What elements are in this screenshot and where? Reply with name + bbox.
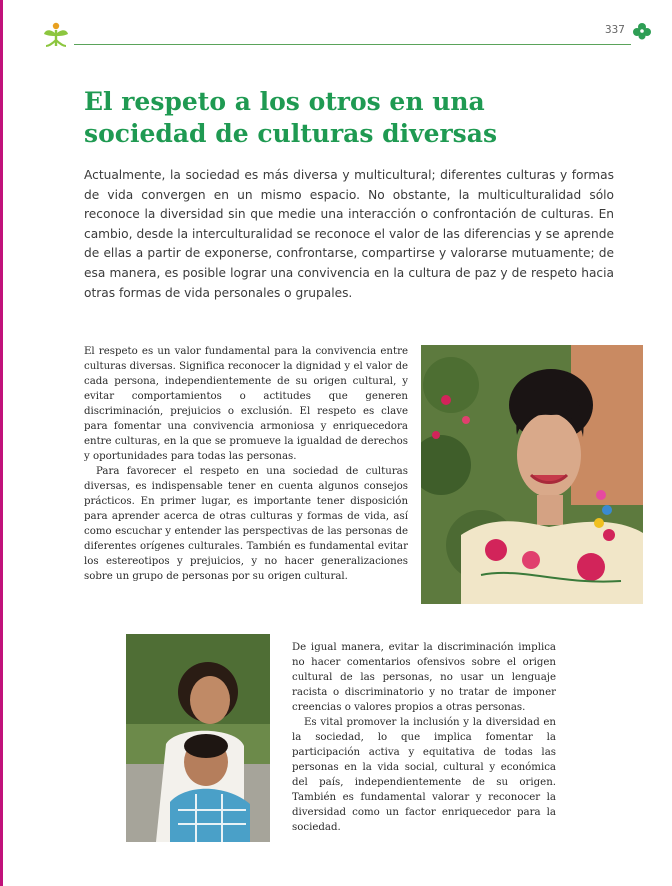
- title-line-1: El respeto a los otros en una: [84, 87, 485, 116]
- sprout-figure-icon: [42, 22, 70, 48]
- column2-paragraph-2: Es vital promover la inclusión y la diversidad en la sociedad, lo que implica fomentar la participación activa y equitativa de todas las personas en la vida social, cultural y económica del país, independientemente de su origen. También es fundamental valorar y reconocer la diversidad como un factor enriquecedor para la sociedad.: [292, 717, 556, 833]
- flower-cluster-icon: [632, 22, 652, 40]
- page-title: [84, 86, 584, 150]
- column2-paragraph-1: De igual manera, evitar la discriminación implica no hacer comentarios ofensivos sobre el origen cultural de las personas, no usar un lenguaje racista o discriminatorio y no tratar de imponer creencias o valores propios a otras personas.: [292, 642, 556, 713]
- photo-girl-embroidered-blouse: [421, 345, 643, 604]
- title-line-2: sociedad de culturas diversas: [84, 119, 498, 148]
- intro-paragraph: Actualmente, la sociedad es más diversa y multicultural; diferentes culturas y formas de vida convergen en un mismo espacio. No obstante, la multiculturalidad sólo reconoce la diversidad sin que medie una interacción o confrontación de culturas. En cambio, desde la interculturalidad se reconoce el valor de las diferencias y se aprende de ellas a partir de exponerse, confrontarse, compartirse y valorarse mutuamente; de esa manera, es posible lograr una convivencia en la cultura de paz y de respeto hacia otras formas de vida personales o grupales.: [84, 168, 614, 300]
- body-column-2: [292, 640, 556, 835]
- body-column-1: [84, 344, 408, 584]
- column1-paragraph-1: El respeto es un valor fundamental para la convivencia entre culturas diversas. Significa reconocer la dignidad y el valor de cada persona, independientemente de su origen cultural, y evitar comportamientos o actitudes que generen discriminación, prejuicios o exclusión. El respeto es clave para fomentar una convivencia armoniosa y enriquecedora entre culturas, en la que se promueve la igualdad de derechos y oportunidades para todas las personas.: [84, 346, 408, 462]
- photo-woman-and-boy: [126, 634, 270, 842]
- page-edge-stripe: [0, 0, 3, 886]
- column1-paragraph-2: Para favorecer el respeto en una sociedad de culturas diversas, es indispensable tener en cuenta algunos consejos prácticos. En primer lugar, es importante tener disposición para aprender acerca de otras culturas y formas de vida, así como escuchar y entender las perspectivas de las personas de diferentes orígenes culturales. También es fundamental evitar los estereotipos y prejuicios, y no hacer generalizaciones sobre un grupo de personas por su origen cultural.: [84, 466, 408, 582]
- page-number: 337: [605, 23, 625, 36]
- header-rule: [74, 44, 631, 45]
